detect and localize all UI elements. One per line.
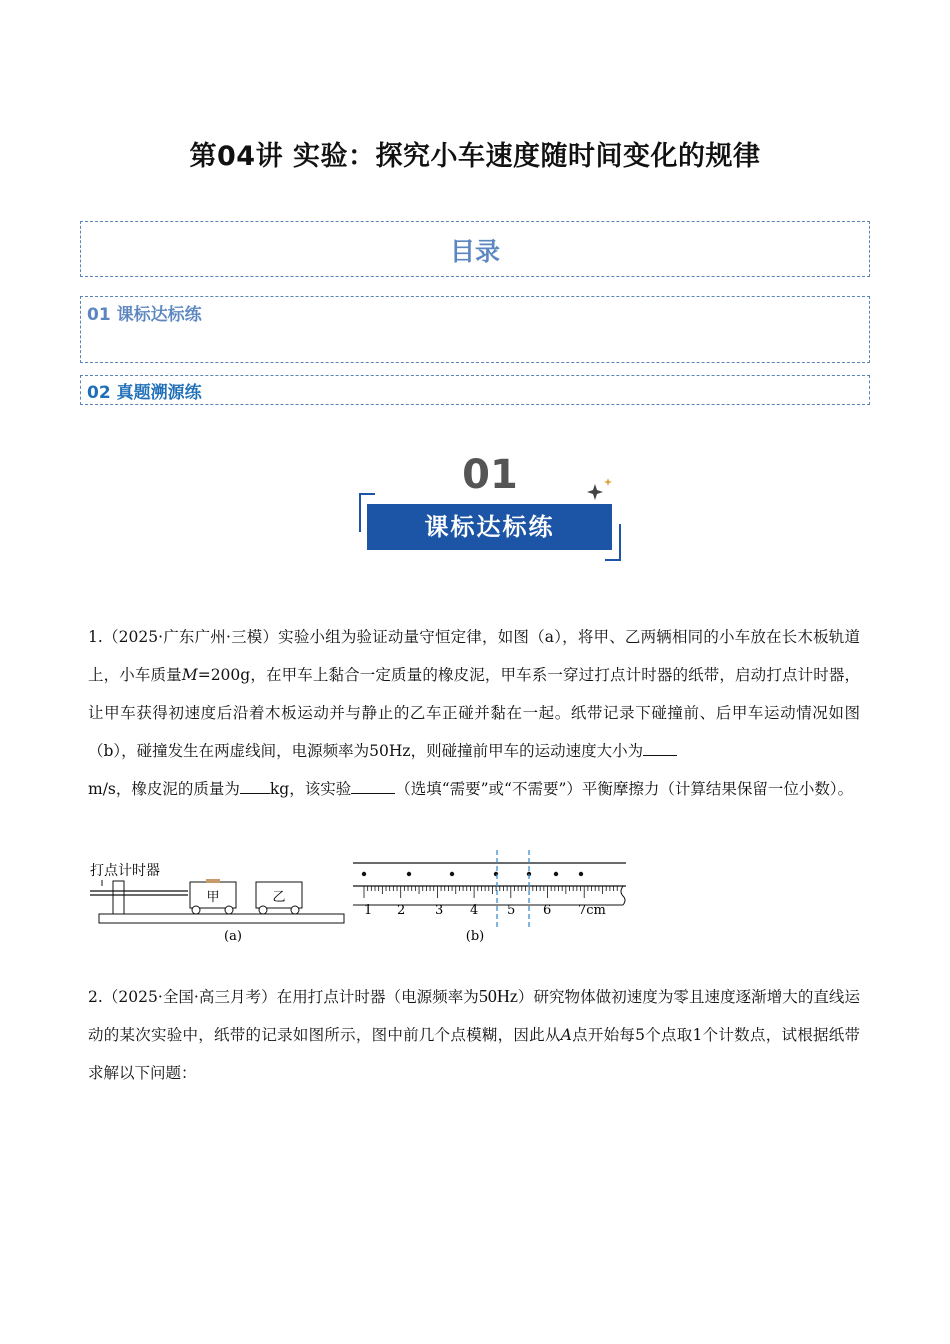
- tape-dot: [407, 872, 411, 876]
- ruler-ticks: [364, 886, 617, 898]
- q2-text-3: 点开始每5个点取1个计数点，试根据纸带求解以下问题：: [88, 1026, 860, 1082]
- tape-dots: [362, 872, 583, 876]
- toc-item-2[interactable]: 02 真题溯源练: [87, 383, 202, 403]
- question-2: [88, 977, 860, 1092]
- page-title: 第04讲 实验：探究小车速度随时间变化的规律: [189, 141, 761, 172]
- toc-item-1[interactable]: 01 课标达标练: [87, 305, 202, 325]
- q2-text-1: 2.（2025·全国·高三月考）在用打点计时器（电源频率为: [88, 988, 479, 1006]
- q1-text-1: 1.（2025·广东广州·三模）实验小组为验证动量守恒定律，如图（a），将甲、乙两辆相同的小车放在长木板轨道上，小车质量: [88, 628, 860, 684]
- ruler-label-7: 7cm: [578, 903, 606, 918]
- tape-dot: [450, 872, 454, 876]
- q1-text-2: =200g，在甲车上黏合一定质量的橡皮泥，甲车系一穿过打点计时器的纸带，启动打点计时器，让甲车获得初速度后沿着木板运动并与静止的乙车正碰并黏在一起。纸带记录下碰撞前、后甲车运动情况如图（b），碰撞发生在两虚线间，电源频率为50Hz，则碰撞前甲车的运动速度大小为: [88, 666, 860, 760]
- tape-dot: [579, 872, 583, 876]
- section-banner: [355, 452, 625, 564]
- toc-section-2[interactable]: [80, 375, 870, 405]
- ruler-break: [621, 886, 625, 905]
- tape-dot: [362, 872, 366, 876]
- ruler-label-3: 3: [435, 903, 444, 918]
- q2-text-2: ）研究物体做初速度为零且速度逐渐增大的直线运动的某次实验中，纸带的记录如图所示，图中前几个点模糊，因此从: [88, 988, 860, 1044]
- caption-b: (b): [465, 929, 485, 944]
- figure-svg: [88, 850, 633, 950]
- toc-header: [80, 221, 870, 277]
- track-board: [99, 914, 344, 923]
- section-label: 课标达标练: [424, 513, 555, 541]
- section-number: 01: [462, 452, 518, 498]
- cart-b-label: 乙: [272, 890, 286, 905]
- caption-a: (a): [224, 929, 242, 944]
- q1-blank-friction[interactable]: [351, 777, 395, 794]
- q2-frequency: 50Hz: [478, 986, 518, 1006]
- timer-label: 打点计时器: [90, 863, 160, 879]
- toc-section-1[interactable]: [80, 296, 870, 363]
- timer-block: [113, 881, 124, 914]
- ruler-label-5: 5: [507, 903, 516, 918]
- q1-text-4: kg，该实验: [269, 780, 352, 798]
- q2-point-a: A: [560, 1026, 572, 1044]
- question-1: [88, 618, 860, 808]
- q1-blank-mass[interactable]: [240, 777, 270, 794]
- toc-heading: 目录: [449, 237, 500, 266]
- q1-blank-velocity[interactable]: [643, 739, 677, 756]
- cart-a-label: 甲: [206, 890, 220, 905]
- q1-text-5: （选填“需要”或“不需要”）平衡摩擦力（计算结果保留一位小数）。: [395, 780, 854, 798]
- tape-dot: [554, 872, 558, 876]
- experiment-figure: [88, 850, 633, 950]
- ruler-label-4: 4: [470, 903, 479, 918]
- q1-text-3: m/s，橡皮泥的质量为: [88, 780, 240, 798]
- sparkle-icon: [587, 478, 612, 500]
- clay-lump: [206, 879, 220, 883]
- ruler-label-1: 1: [364, 903, 373, 918]
- ruler-label-2: 2: [397, 903, 406, 918]
- q1-mass-var: M: [181, 666, 198, 684]
- ruler-label-6: 6: [543, 903, 552, 918]
